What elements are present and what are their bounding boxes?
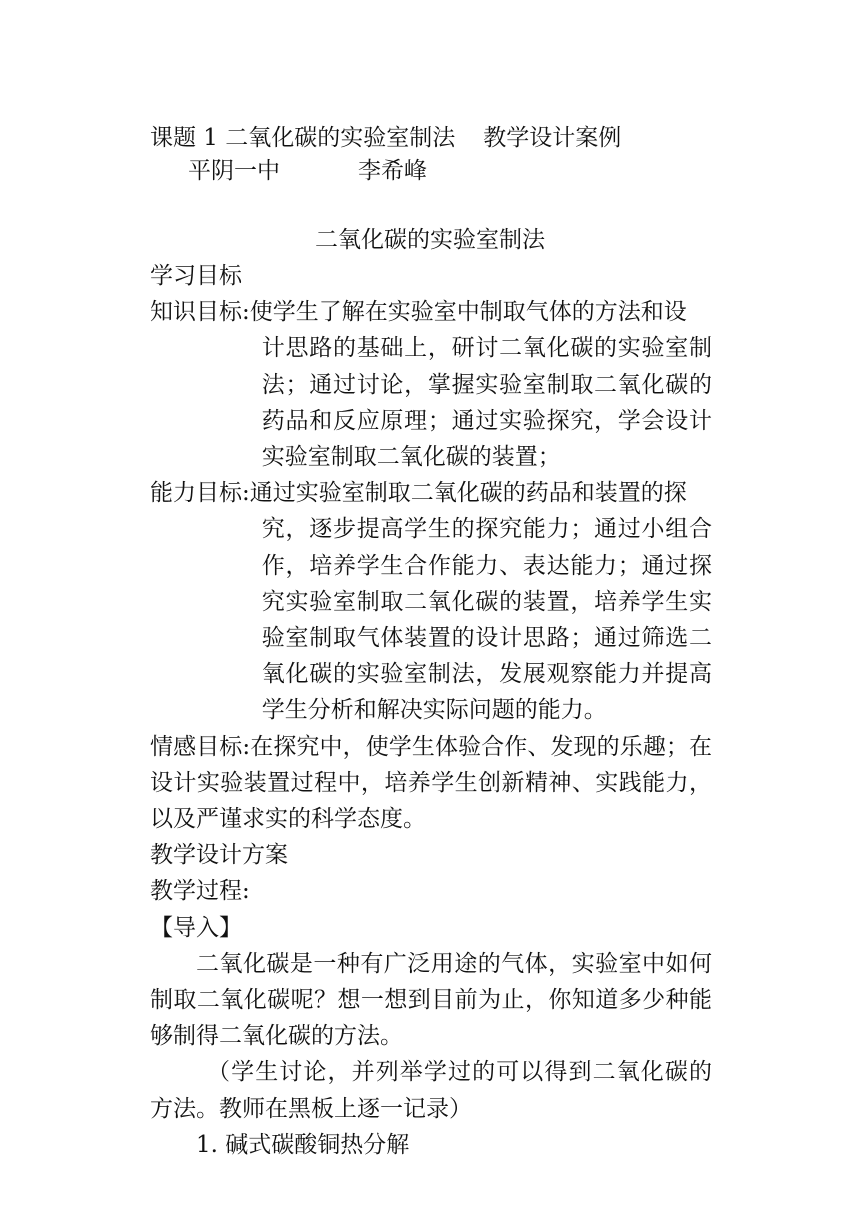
knowledge-objective-first-line: 使学生了解在实验室中制取气体的方法和设 (249, 299, 687, 326)
school-name: 平阴一中 (188, 158, 280, 184)
intro-heading: 【导入】 (150, 914, 242, 941)
plan-heading: 教学设计方案 (150, 842, 288, 869)
process-heading: 教学过程: (150, 878, 250, 905)
author-line (188, 153, 427, 189)
method-list-item: 1. 碱式碳酸铜热分解 (196, 1131, 410, 1158)
knowledge-objective (150, 294, 712, 475)
emotion-objective-label: 情感目标: (150, 733, 251, 760)
emotion-objective-text: 在探究中，使学生体验合作、发现的乐趣；在设计实验装置过程中，培养学生创新精神、实践能力，以及严谨求实的科学态度。 (150, 733, 712, 833)
objectives-heading: 学习目标 (150, 263, 242, 289)
ability-objective-text: 究，逐步提高学生的探究能力；通过小组合作，培养学生合作能力、表达能力；通过探究实验室制取二氧化碳的装置，培养学生实验室制取气体装置的设计思路；通过筛选二氧化碳的实验室制法，发展观察能力并提高学生分析和解决实际问题的能力。 (261, 516, 712, 724)
intro-paragraph: 二氧化碳是一种有广泛用途的气体，实验室中如何制取二氧化碳呢？想一想到目前为止，你知道多少种能够制得二氧化碳的方法。 (150, 950, 712, 1050)
knowledge-objective-text: 计思路的基础上，研讨二氧化碳的实验室制法；通过讨论，掌握实验室制取二氧化碳的药品和反应原理；通过实验探究，学会设计实验室制取二氧化碳的装置； (261, 335, 712, 471)
document-title: 二氧化碳的实验室制法 (315, 227, 545, 253)
course-type: 教学设计案例 (483, 125, 622, 151)
knowledge-objective-label: 知识目标: (150, 299, 250, 326)
discussion-paragraph: （学生讨论，并列举学过的可以得到二氧化碳的方法。教师在黑板上逐一记录） (150, 1059, 712, 1122)
ability-objective-label: 能力目标: (150, 480, 250, 507)
ability-objective-first-line: 通过实验室制取二氧化碳的药品和装置的探 (249, 480, 687, 507)
main-content (150, 258, 712, 1163)
ability-objective (150, 475, 712, 728)
author-name: 李希峰 (358, 158, 427, 184)
course-topic: 二氧化碳的实验室制法 (225, 125, 456, 151)
header-title-line (150, 120, 621, 156)
emotion-objective (150, 729, 712, 838)
course-number: 课题 1 (150, 125, 218, 151)
